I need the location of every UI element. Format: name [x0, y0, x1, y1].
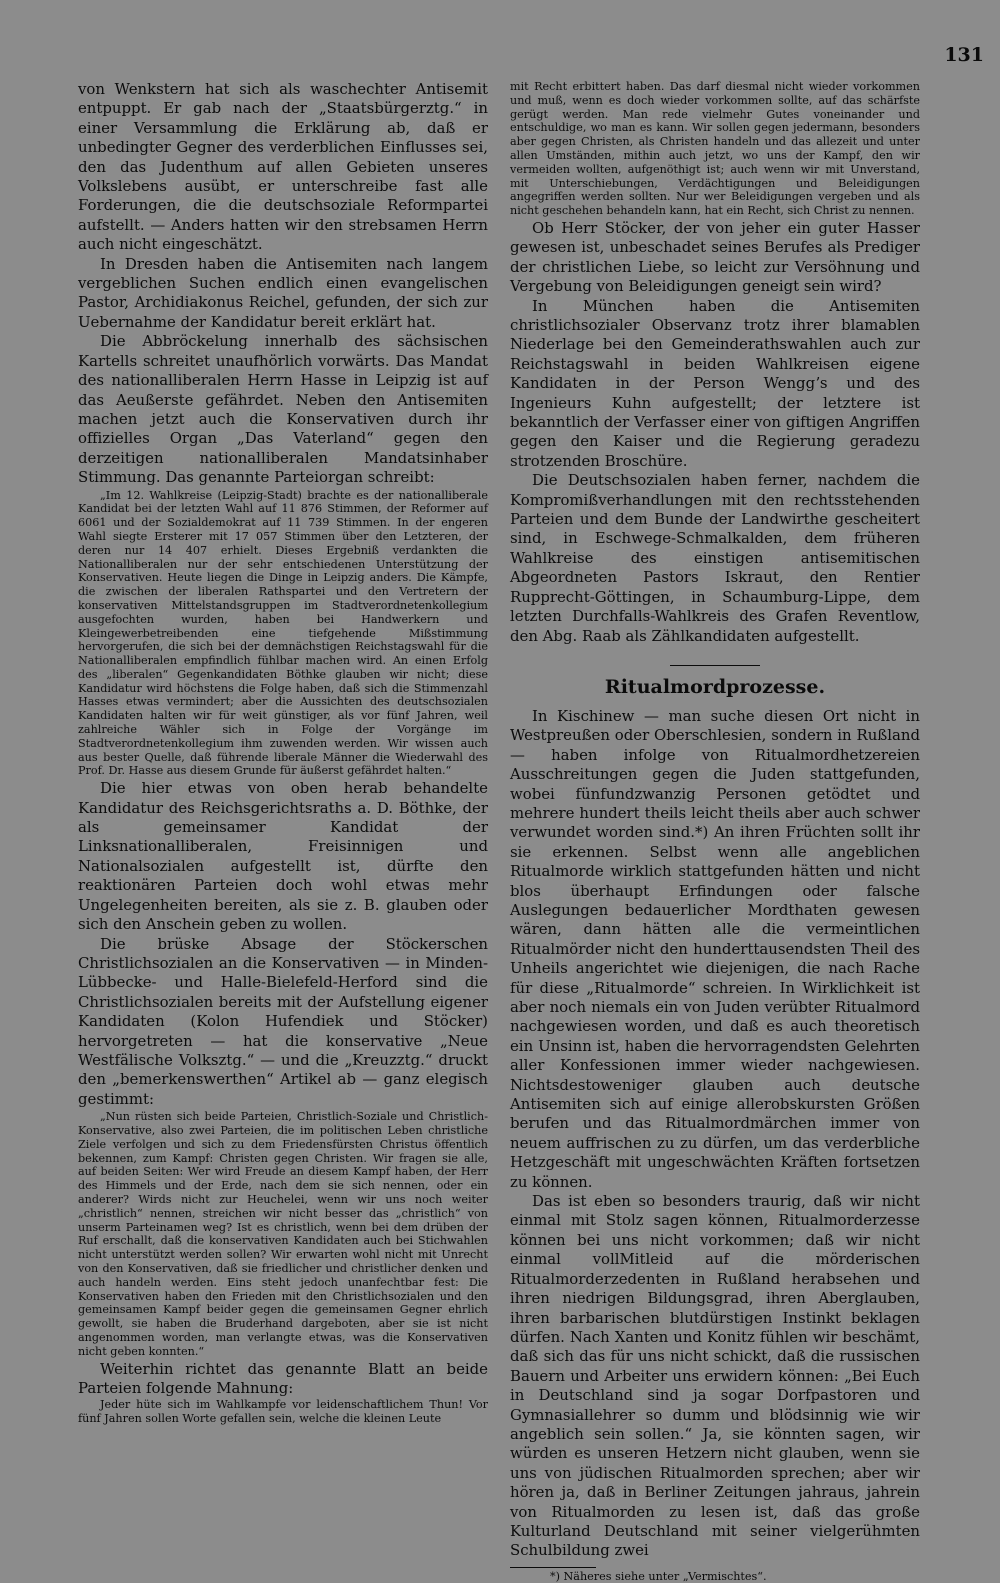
- footnote: *) Näheres siehe unter „Vermischtes“.: [550, 1569, 767, 1583]
- page-number: 131: [944, 44, 984, 66]
- paragraph: von Wenkstern hat sich als waschechter Antisemit entpuppt. Er gab nach der „Staatsbürgerztg.“ in einer Versammlung die Erklärung ab, daß er unbedingter Gegner des verderblichen Einflusses sei, den das Judenthum auf allen Gebieten unseres Volkslebens ausübt, er unterschreibe fast alle Forderungen, die die deutschsoziale Reformpartei aufstellt. — Anders hatten wir den strebsamen Herrn auch nicht eingeschätzt.: [78, 80, 488, 254]
- paragraph: Ob Herr Stöcker, der von jeher ein guter Hasser gewesen ist, unbeschadet seines Berufes als Prediger der christlichen Liebe, so leicht zur Versöhnung und Vergebung von Beleidigungen geneigt sein wird?: [510, 218, 920, 296]
- paragraph: Die Abbröckelung innerhalb des sächsischen Kartells schreitet unaufhörlich vorwärts. Das Mandat des nationalliberalen Herrn Hasse in Leipzig ist auf das Aeußerste gefährdet. Neben den Antisemiten machen jetzt auch die Konservativen durch ihr offizielles Organ „Das Vaterland“ gegen den derzeitigen nationalliberalen Mandatsinhaber Stimmung. Das genannte Parteiorgan schreibt:: [78, 332, 488, 487]
- paragraph: In Kischinew — man suche diesen Ort nicht in Westpreußen oder Oberschlesien, sondern in Rußland — haben infolge von Ritualmordhetzereien Ausschreitungen gegen die Juden stattgefunden, wobei fünfundzwanzig Personen getödtet und mehrere hundert theils leicht theils aber auch schwer verwundet worden sind.*) An ihren Früchten sollt ihr sie erkennen. Selbst wenn alle angeblichen Ritualmorde wirklich stattgefunden hätten und nicht blos überhaupt Erfindungen oder falsche Auslegungen bedauerlicher Mordthaten gewesen wären, dann hätten alle die vermeintlichen Ritualmörder nicht den hunderttausendsten Theil des Unheils angerichtet wie diejenigen, die nach Rache für diese „Ritualmorde“ schreien. In Wirklichkeit ist aber noch niemals ein von Juden verübter Ritualmord nachgewiesen worden, und daß es auch theoretisch ein Unsinn ist, haben die hervorragendsten Gelehrten aller Konfessionen immer wieder nachgewiesen. Nichtsdestoweniger glauben auch deutsche Antisemiten sich auf einige allerobskursten Größen berufen und das Ritualmordmärchen immer von neuem auffrischen zu zu dürfen, um das verderbliche Hetzgeschäft mit ungeschwächten Kräften fortsetzen zu können.: [510, 706, 920, 1191]
- quote-block: „Nun rüsten sich beide Parteien, Christlich-Soziale und Christlich-Konservative, also zwei Parteien, die im politischen Leben christliche Ziele verfolgen und sich zu dem Friedensfürsten Christus öffentlich bekennen, zum Kampf: Christen gegen Christen. Wir fragen sie alle, auf beiden Seiten: Wer wird Freude an diesem Kampf haben, der Herr des Himmels und der Erde, nach dem sie sich nennen, oder ein anderer? Wirds nicht zur Heuchelei, wenn wir uns noch weiter „christlich“ nennen, streichen wir nicht besser das „christlich“ von unserm Parteinamen weg? Ist es christlich, wenn bei dem drüben der Ruf erschallt, daß die konservativen Kandidaten auch bei Stichwahlen nicht unterstützt werden sollen? Wir erwarten wohl nicht mit Unrecht von den Konservativen, daß sie friedlicher und christlicher denken und auch handeln werden. Eins steht jedoch unanfechtbar fest: Die Konservativen haben den Frieden mit den Christlichsozialen und den gemeinsamen Kampf beider gegen die gemeinsamen Gegner ehrlich gewollt, sie haben die Bruderhand dargeboten, aber sie ist nicht angenommen worden, man verlangte etwas, was die Konservativen nicht geben konnten.“: [78, 1110, 488, 1358]
- quote-block: mit Recht erbittert haben. Das darf diesmal nicht wieder vorkommen und muß, wenn es doch wieder vorkommen sollte, auf das schärfste gerügt werden. Man rede vielmehr Gutes voneinander und entschuldige, wo man es kann. Wir sollen gegen jedermann, besonders aber gegen Christen, als Christen handeln und das allezeit und unter allen Umständen, mithin auch jetzt, wo uns der Kampf, den wir vermeiden wollten, aufgenöthigt ist; auch wenn wir mit Unverstand, mit Unterschiebungen, Verdächtigungen und Beleidigungen angegriffen werden sollten. Nur wer Beleidigungen vergeben und als nicht geschehen behandeln kann, hat ein Recht, sich Christ zu nennen.: [510, 80, 920, 218]
- paragraph: Das ist eben so besonders traurig, daß wir nicht einmal mit Stolz sagen können, Ritualmorderzesse können bei uns nicht vorkommen; daß wir nicht einmal vollMitleid auf die mörderischen Ritualmorderzedenten in Rußland herabsehen und ihren niedrigen Bildungsgrad, ihren Aberglauben, ihren barbarischen blutdürstigen Instinkt beklagen dürfen. Nach Xanten und Konitz fühlen wir beschämt, daß sich das für uns nicht schickt, daß die russischen Bauern und Arbeiter uns erwidern können: „Bei Euch in Deutschland sind ja sogar Dorfpastoren und Gymnasiallehrer so dumm und blödsinnig wie wir angeblich sein sollen.“ Ja, sie könnten sagen, wir würden es unseren Hetzern nicht glauben, wenn sie uns von jüdischen Ritualmorden sprechen; aber wir hören ja, daß in Berliner Zeitungen jahraus, jahrein von Ritualmorden zu lesen ist, daß das große Kulturland Deutschland mit seiner vielgerühmten Schulbildung zwei: [510, 1192, 920, 1560]
- section-heading: Ritualmordprozesse.: [604, 675, 826, 698]
- footnote-divider: [510, 1567, 596, 1568]
- section-divider: [670, 665, 760, 666]
- paragraph: Die hier etwas von oben herab behandelte Kandidatur des Reichsgerichtsraths a. D. Böthke, der als gemeinsamer Kandidat der Linksnationalliberalen, Freisinnigen und Nationalsozialen aufgestellt ist, dürfte den reaktionären Parteien doch wohl etwas mehr Ungelegenheiten bereiten, als sie z. B. glauben oder sich den Anschein geben zu wollen.: [78, 779, 488, 934]
- quote-block: „Im 12. Wahlkreise (Leipzig-Stadt) brachte es der nationalliberale Kandidat bei der letzten Wahl auf 11 876 Stimmen, der Reformer auf 6061 und der Sozialdemokrat auf 11 739 Stimmen. In der engeren Wahl siegte Ersterer mit 17 057 Stimmen über den Letzteren, der deren nur 14 407 erhielt. Dieses Ergebniß verdankten die Nationalliberalen nur der sehr entschiedenen Unterstützung der Konservativen. Heute liegen die Dinge in Leipzig anders. Die Kämpfe, die zwischen der liberalen Rathspartei und den Vertretern der konservativen Mittelstandsgruppen im Stadtverordnetenkollegium ausgefochten wurden, haben bei Handwerkern und Kleingewerbetreibenden eine tiefgehende Mißstimmung hervorgerufen, die sich bei der demnächstigen Reichstagswahl für die Nationalliberalen empfindlich fühlbar machen wird. An einen Erfolg des „liberalen“ Gegenkandidaten Böthke glauben wir nicht; diese Kandidatur wird höchstens die Folge haben, daß sich die Stimmenzahl Hasses etwas vermindert; aber die Aussichten des deutschsozialen Kandidaten halten wir für weit günstiger, als vor fünf Jahren, weil zahlreiche Wähler sich in Folge der Vorgänge im Stadtverordnetenkollegium ihm zuwenden werden. Wir wissen auch aus bester Quelle, daß führende liberale Männer die Wiederwahl des Prof. Dr. Hasse aus diesem Grunde für äußerst gefährdet halten.“: [78, 488, 488, 778]
- paragraph: Weiterhin richtet das genannte Blatt an beide Parteien folgende Mahnung:: [78, 1359, 488, 1397]
- paragraph: Die brüske Absage der Stöckerschen Christlichsozialen an die Konservativen — in Minden-Lübbecke- und Halle-Bielefeld-Herford sind die Christlichsozialen bereits mit der Aufstellung eigener Kandidaten (Kolon Hufendiek und Stöcker) hervorgetreten — hat die konservative „Neue Westfälische Volksztg.“ — und die „Kreuzztg.“ druckt den „bemerkenswerthen“ Artikel ab — ganz elegisch gestimmt:: [78, 934, 488, 1108]
- right-column: [510, 80, 920, 1583]
- paragraph: In Dresden haben die Antisemiten nach langem vergeblichen Suchen endlich einen evangelischen Pastor, Archidiakonus Reichel, gefunden, der sich zur Uebernahme der Kandidatur bereit erklärt hat.: [78, 254, 488, 331]
- quote-block: Jeder hüte sich im Wahlkampfe vor leidenschaftlichem Thun! Vor fünf Jahren sollen Worte gefallen sein, welche die kleinen Leute: [78, 1398, 488, 1426]
- left-column: [78, 80, 488, 1426]
- paragraph: Die Deutschsozialen haben ferner, nachdem die Kompromißverhandlungen mit den rechtsstehenden Parteien und dem Bunde der Landwirthe gescheitert sind, in Eschwege-Schmalkalden, dem früheren Wahlkreise des einstigen antisemitischen Abgeordneten Pastors Iskraut, den Rentier Rupprecht-Göttingen, in Schaumburg-Lippe, dem letzten Durchfalls-Wahlkreis des Grafen Reventlow, den Abg. Raab als Zählkandidaten aufgestellt.: [510, 471, 920, 645]
- paragraph: In München haben die Antisemiten christlichsozialer Observanz trotz ihrer blamablen Niederlage bei den Gemeinderathswahlen auch zur Reichstagswahl in beiden Wahlkreisen eigene Kandidaten in der Person Wenggʼs und des Ingenieurs Kuhn aufgestellt; der letztere ist bekanntlich der Verfasser einer von giftigen Angriffen gegen den Kaiser und die Regierung geradezu strotzenden Broschüre.: [510, 296, 920, 470]
